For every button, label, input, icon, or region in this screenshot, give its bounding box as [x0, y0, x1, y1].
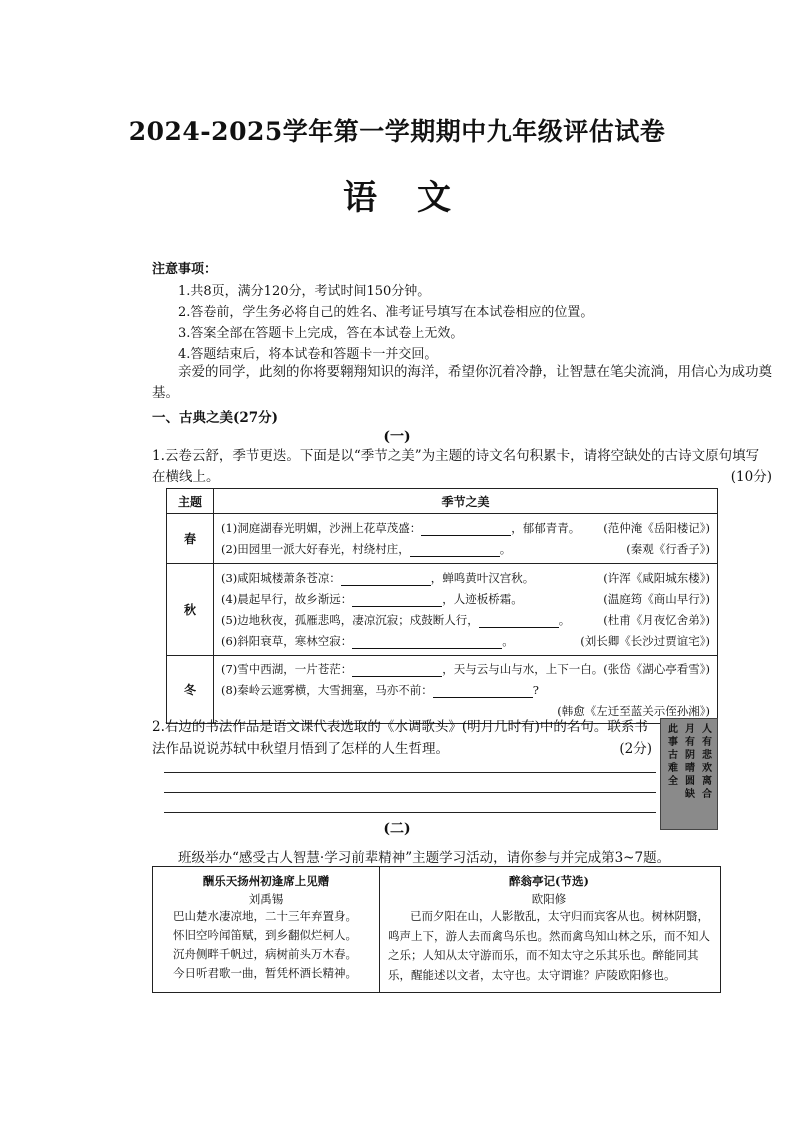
answer-blank-1[interactable]: [421, 523, 511, 536]
answer-blank-6[interactable]: [352, 636, 502, 649]
question-1-points: (10分): [730, 469, 772, 485]
note-item: 1.共8页，满分120分，考试时间150分钟。: [178, 284, 431, 299]
prose-author: 欧阳修: [531, 892, 567, 906]
table-row: (3)咸阳城楼萧条苍凉： ，蝉鸣黄叶汉宫秋。 (许浑《咸阳城东楼》): [220, 571, 710, 585]
answer-line[interactable]: [164, 772, 656, 773]
question-2: [152, 716, 652, 760]
table-row: (8)秦岭云遮雾横，大雪拥塞，马亦不前： ?: [220, 682, 539, 697]
table-row: (2)田园里一派大好春光，村绕村庄， 。 (秦观《行香子》): [220, 542, 710, 556]
answer-blank-5[interactable]: [479, 615, 559, 628]
answer-blank-3[interactable]: [341, 573, 431, 586]
note-item: 3.答案全部在答题卡上完成，答在本试卷上无效。: [178, 326, 464, 341]
section-title: 一、古典之美(27分): [152, 410, 279, 426]
notes-heading: 注意事项：: [152, 262, 218, 277]
season-poem-table: [166, 488, 718, 724]
table-row: (韩愈《左迁至蓝关示侄孙湘》): [557, 703, 710, 718]
subject-title: 语文: [343, 178, 491, 218]
answer-blank-7[interactable]: [352, 664, 442, 677]
table-header-title: 季节之美: [213, 489, 717, 514]
question-1: [152, 446, 772, 488]
note-item: 2.答卷前，学生务必将自己的姓名、准考证号填写在本试卷相应的位置。: [178, 305, 594, 320]
poem-author: 刘禹锡: [248, 892, 284, 906]
poem-box-right: [378, 866, 721, 993]
poem-title: 酬乐天扬州初逢席上见赠: [202, 874, 330, 888]
table-row: (4)晨起早行，故乡渐远： ，人迹板桥霜。 (温庭筠《商山早行》): [220, 592, 710, 606]
note-item: 4.答题结束后，将本试卷和答题卡一并交回。: [178, 347, 438, 362]
poem-line: 怀旧空吟闻笛赋，到乡翻似烂柯人。: [173, 928, 357, 942]
calligraphy-image: [660, 718, 718, 830]
poem-line: 巴山楚水凄凉地，二十三年弃置身。: [173, 909, 357, 923]
encouragement-text: 亲爱的同学，此刻的你将要翱翔知识的海洋，希望你沉着冷静，让智慧在笔尖流淌，用信心为成功奠基。: [152, 364, 772, 401]
table-row: (1)洞庭湖春光明媚，沙洲上花草茂盛： ，郁郁青青。 (范仲淹《岳阳楼记》): [220, 521, 710, 535]
table-row: (6)斜阳衰草，寒林空寂： 。 (刘长卿《长沙过贾谊宅》): [220, 634, 710, 648]
calligraphy-column: 月有阴晴圆缺: [685, 724, 695, 800]
poem-line: 沉舟侧畔千帆过，病树前头万木春。: [173, 947, 357, 961]
prose-title: 醉翁亭记(节选): [509, 874, 589, 888]
exam-title: 2024-2025学年第一学期期中九年级评估试卷: [128, 117, 666, 146]
answer-blank-4[interactable]: [352, 594, 442, 607]
answer-blank-2[interactable]: [410, 544, 500, 557]
season-spring: 春: [167, 514, 214, 564]
question-1-text: 1.云卷云舒，季节更迭。下面是以“季节之美”为主题的诗文名句积累卡，请将空缺处的古诗文原句填写在横线上。: [152, 448, 760, 485]
calligraphy-column: 此事古难全: [668, 724, 678, 787]
season-winter: 冬: [167, 656, 214, 724]
poem-box-left: [152, 866, 380, 993]
prose-text: 已而夕阳在山，人影散乱，太守归而宾客从也。树林阴翳，鸣声上下，游人去而禽鸟乐也。然而禽鸟知山林之乐，而不知人之乐；人知从太守游而乐，而不知太守之乐其乐也。醉能同其乐，醒能述以文者，太守也。太守谓谁？庐陵欧阳修也。: [388, 909, 710, 982]
part-label: (一): [383, 429, 411, 445]
answer-line[interactable]: [164, 812, 656, 813]
activity-intro: 班级举办“感受古人智慧·学习前辈精神”主题学习活动，请你参与并完成第3~7题。: [178, 850, 671, 866]
answer-line[interactable]: [164, 792, 656, 793]
poem-line: 今日听君歌一曲，暂凭杯酒长精神。: [173, 966, 357, 980]
calligraphy-column: 人有悲欢离合: [702, 724, 712, 800]
table-header-theme: 主题: [167, 489, 214, 514]
question-2-text: 2.右边的书法作品是语文课代表选取的《水调歌头》(明月几时有)中的名句。联系书法作品说说苏轼中秋望月悟到了怎样的人生哲理。: [152, 719, 648, 757]
answer-blank-8[interactable]: [433, 685, 533, 698]
table-row: (7)雪中西湖，一片苍茫： ，天与云与山与水，上下一白。 (张岱《湖心亭看雪》): [220, 661, 710, 676]
season-autumn: 秋: [167, 564, 214, 656]
part-label: (二): [383, 821, 411, 837]
question-2-points: (2分): [619, 741, 652, 757]
table-row: (5)边地秋夜，孤雁悲鸣，凄凉沉寂；戍鼓断人行， 。 (杜甫《月夜忆舍弟》): [220, 613, 710, 627]
